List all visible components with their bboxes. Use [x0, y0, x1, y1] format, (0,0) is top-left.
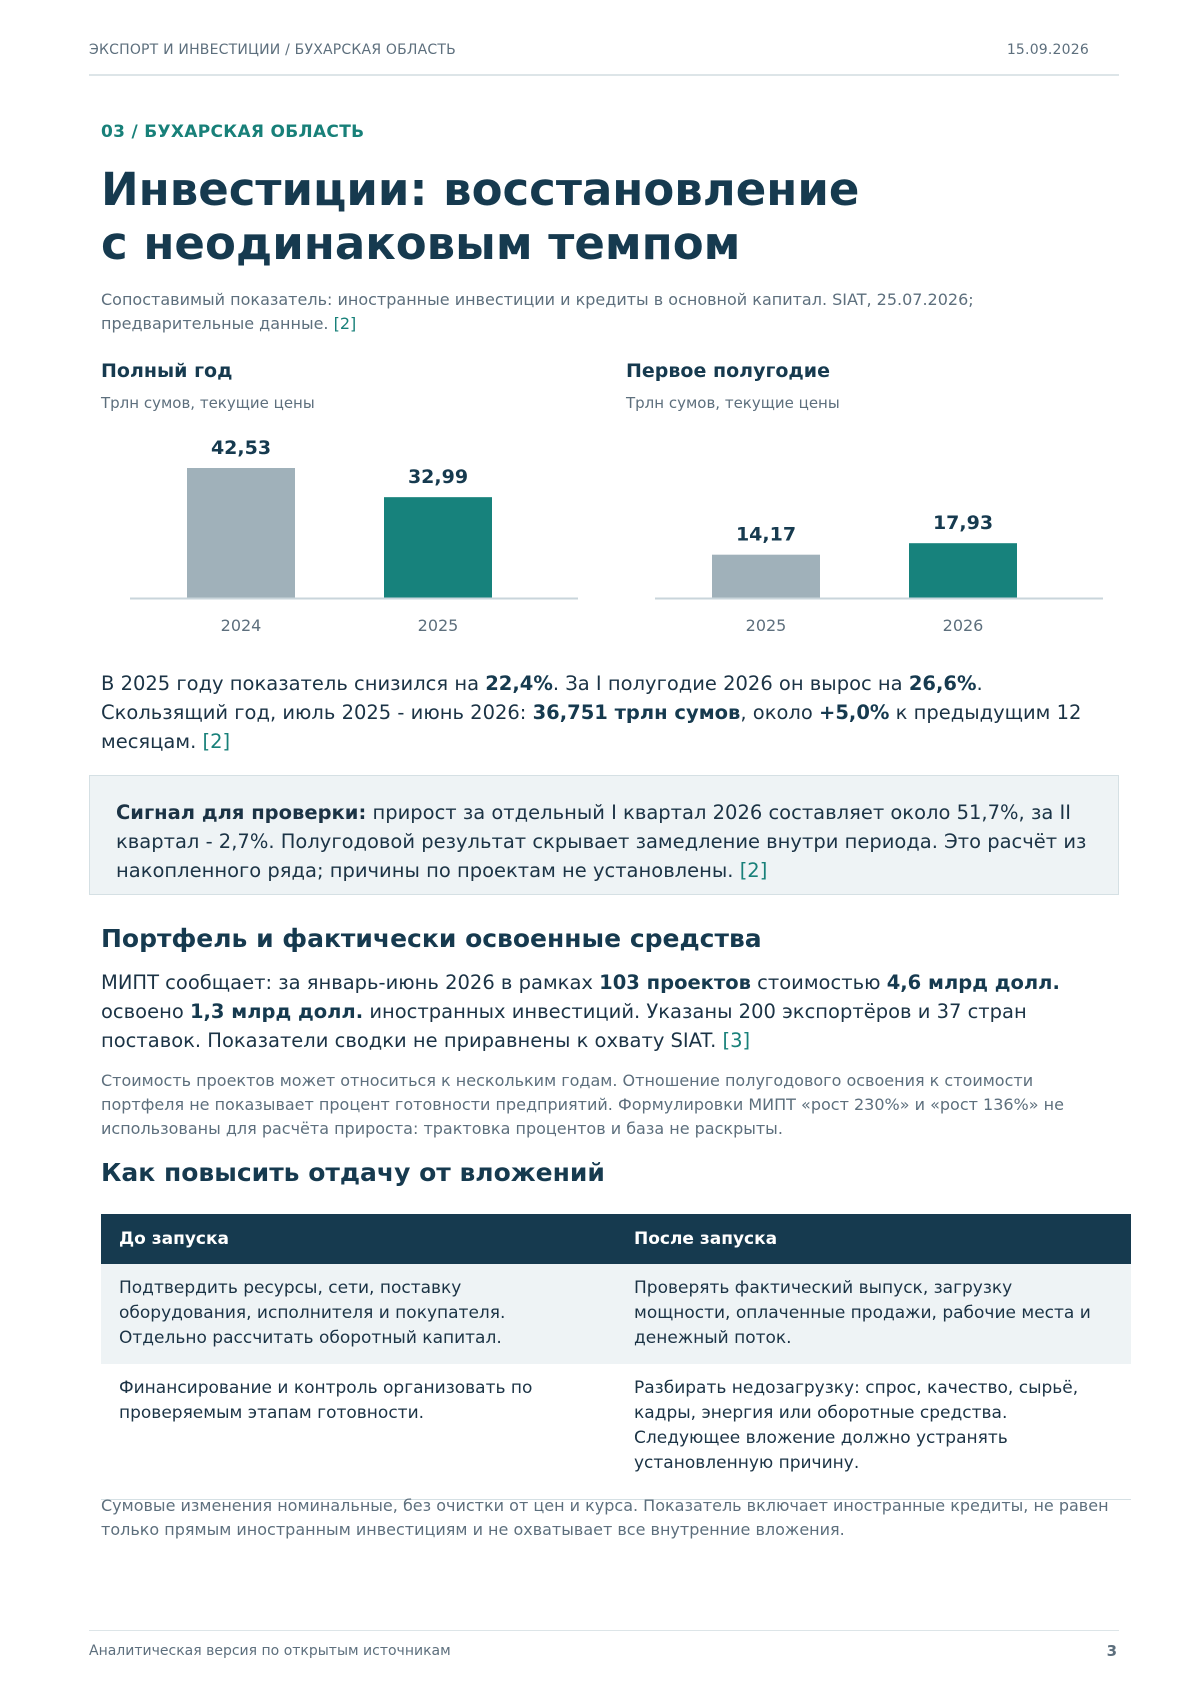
column-header: До запуска — [101, 1214, 616, 1264]
bar-2024 — [187, 468, 295, 598]
bar-chart-full-year — [120, 425, 600, 645]
summary-text: к предыдущим 12 месяцам. — [101, 701, 1082, 753]
x-tick-label: 2025 — [745, 616, 787, 635]
lead-paragraph — [101, 288, 1111, 336]
methodology-note: Сумовые изменения номинальные, без очистки от цен и курса. Показатель включает иностранные кредиты, не равен только прямым иностранным инвестициям и не охватывает все внутренние вложения. — [101, 1496, 1109, 1539]
summary-highlight: +5,0% — [819, 701, 890, 724]
chart-unit: Трлн сумов, текущие цены — [626, 394, 840, 412]
x-tick-label: 2026 — [942, 616, 984, 635]
portfolio-text: освоено — [101, 1000, 190, 1023]
portfolio-highlight: 103 проектов — [599, 971, 751, 994]
footer-source: Аналитическая версия по открытым источникам — [89, 1643, 451, 1659]
table-cell: Разбирать недозагрузку: спрос, качество, сырьё, кадры, энергия или оборотные средства. Следующее вложение должно устранять установленную причину. — [616, 1364, 1131, 1500]
chart-title: Первое полугодие — [626, 360, 830, 382]
section-heading-returns: Как повысить отдачу от вложений — [101, 1158, 605, 1187]
summary-paragraph — [101, 669, 1111, 756]
bar-2025 — [712, 555, 820, 598]
reference-link[interactable]: [2] — [739, 859, 768, 882]
table-cell: Проверять фактический выпуск, загрузку мощности, оплаченные продажи, рабочие места и денежный поток. — [616, 1264, 1131, 1364]
portfolio-text: иностранных инвестиций. Указаны 200 экспортёров и 37 стран поставок. Показатели сводки не приравнены к охвату SIAT. — [101, 1000, 1027, 1052]
portfolio-text: МИПТ сообщает: за январь-июнь 2026 в рамках — [101, 971, 600, 994]
signal-callout — [89, 775, 1119, 895]
portfolio-text: стоимостью — [750, 971, 887, 994]
running-header: ЭКСПОРТ И ИНВЕСТИЦИИ / БУХАРСКАЯ ОБЛАСТЬ — [89, 42, 456, 58]
table-row — [101, 1264, 1131, 1364]
callout-body: прирост за отдельный I квартал 2026 составляет около 51,7%, за II квартал - 2,7%. Полугодовой результат скрывает замедление внутри периода. Это расчёт из накопленного ряда; причины по проектам не установлены. — [116, 801, 1087, 882]
column-header: После запуска — [616, 1214, 1131, 1264]
bar-2025 — [384, 497, 492, 598]
callout-label: Сигнал для проверки: — [116, 801, 367, 824]
table-header-row — [101, 1214, 1131, 1264]
page-title-line: с неодинаковым темпом — [101, 217, 741, 270]
section-kicker: 03 / БУХАРСКАЯ ОБЛАСТЬ — [101, 122, 365, 142]
page-title-line: Инвестиции: восстановление — [101, 163, 860, 216]
footer-divider — [89, 1630, 1119, 1631]
data-label: 42,53 — [210, 437, 272, 459]
callout-text — [116, 798, 1101, 885]
x-tick-label: 2024 — [220, 616, 262, 635]
x-tick-label: 2025 — [417, 616, 459, 635]
summary-text: . За I полугодие 2026 он вырос на — [552, 672, 909, 695]
data-label: 32,99 — [407, 466, 469, 489]
page-title — [101, 163, 1101, 271]
table-row — [101, 1364, 1131, 1500]
table-cell: Подтвердить ресурсы, сети, поставку оборудования, исполнителя и покупателя. Отдельно рассчитать оборотный капитал. — [101, 1264, 616, 1364]
reference-link[interactable]: [2] — [202, 730, 231, 753]
portfolio-paragraph — [101, 968, 1111, 1055]
chart-title: Полный год — [101, 360, 233, 382]
summary-highlight: 36,751 трлн сумов — [532, 701, 741, 724]
data-label: 14,17 — [735, 523, 797, 546]
table-cell: Финансирование и контроль организовать по проверяемым этапам готовности. — [101, 1364, 616, 1500]
actions-table — [101, 1214, 1131, 1500]
reference-link[interactable]: [2] — [333, 314, 357, 333]
lead-text: Сопоставимый показатель: иностранные инвестиции и кредиты в основной капитал. SIAT, 25.07.2026; предварительные данные. — [101, 290, 974, 333]
summary-highlight: 26,6% — [908, 672, 977, 695]
summary-text: . Скользящий год, июль 2025 - июнь 2026: — [101, 672, 983, 724]
reference-link[interactable]: [3] — [722, 1029, 751, 1052]
portfolio-note: Стоимость проектов может относиться к нескольким годам. Отношение полугодового освоения к стоимости портфеля не показывает процент готовности предприятий. Формулировки МИПТ «рост 230%» и «рост 136%» не использованы для расчёта прироста: трактовка процентов и база не раскрыты. — [101, 1071, 1064, 1138]
header-divider — [89, 74, 1119, 76]
bar-2026 — [909, 543, 1017, 598]
data-label: 17,93 — [932, 512, 994, 535]
summary-text: В 2025 году показатель снизился на — [101, 672, 486, 695]
portfolio-highlight: 4,6 млрд долл. — [886, 971, 1060, 994]
summary-text: , около — [740, 701, 820, 724]
section-heading-portfolio: Портфель и фактически освоенные средства — [101, 924, 762, 953]
chart-unit: Трлн сумов, текущие цены — [101, 394, 315, 412]
portfolio-highlight: 1,3 млрд долл. — [189, 1000, 364, 1023]
page-number: 3 — [1106, 1642, 1117, 1660]
summary-highlight: 22,4% — [485, 672, 553, 695]
header-date: 15.09.2026 — [1006, 42, 1089, 58]
bar-chart-first-half — [645, 425, 1125, 645]
